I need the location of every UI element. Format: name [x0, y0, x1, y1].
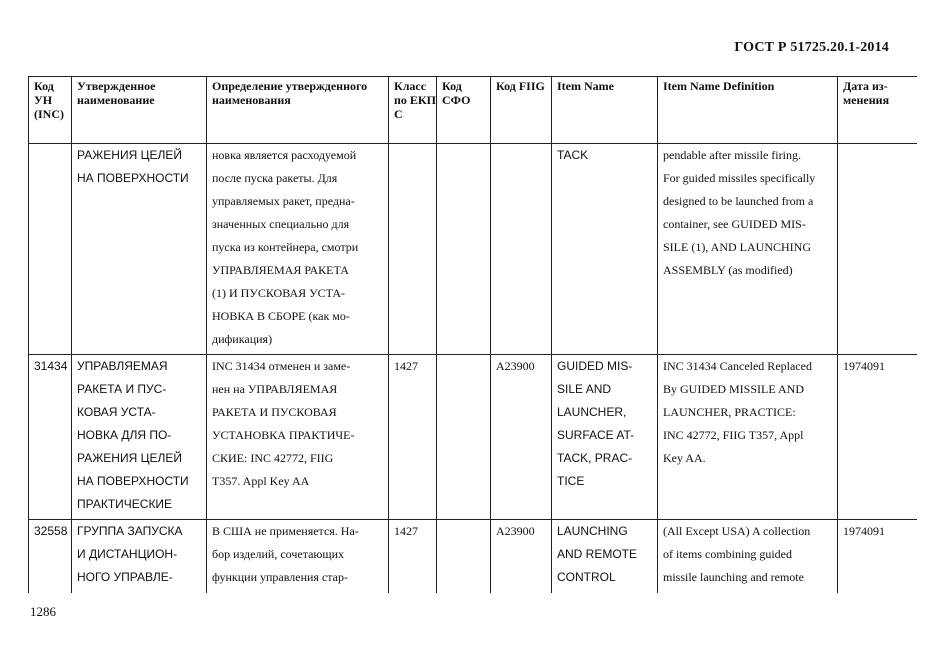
cell-line: of items combining guided	[663, 547, 792, 561]
header-line: (INC)	[34, 107, 64, 121]
header-approved-name	[72, 77, 207, 144]
cell-line: By GUIDED MISSILE AND	[663, 382, 804, 396]
cell-line: INC 31434 отменен и заме-	[212, 359, 351, 373]
cell-inc: 31434	[29, 355, 72, 520]
table-header	[29, 77, 918, 144]
cell-line: GUIDED MIS-	[557, 359, 633, 373]
cell-line: LAUNCHING	[557, 524, 628, 538]
cell-line: СКИЕ: INC 42772, FIIG	[212, 451, 334, 465]
header-line: менения	[843, 93, 890, 107]
cell-line: missile launching and remote	[663, 570, 804, 584]
header-line: Дата из-	[843, 79, 888, 93]
header-fiig	[491, 77, 552, 144]
cell-line: после пуска ракеты. Для	[212, 171, 338, 185]
header-line: Item Name Definition	[663, 79, 775, 93]
cell-line: SURFACE AT-	[557, 428, 635, 442]
cell-line: (1) И ПУСКОВАЯ УСТА-	[212, 286, 346, 300]
cell-sfo	[437, 144, 491, 355]
cell-line: ГРУППА ЗАПУСКА	[77, 524, 183, 538]
header-line: УН	[34, 93, 53, 107]
cell-line: (All Except USA) A collection	[663, 524, 811, 538]
cell-line: LAUNCHER,	[557, 405, 627, 419]
standard-number: ГОСТ Р 51725.20.1-2014	[734, 40, 889, 55]
cell-line: T357. Appl Key AA	[212, 474, 310, 488]
cell-item-name	[552, 144, 658, 355]
cell-line: нен на УПРАВЛЯЕМАЯ	[212, 382, 338, 396]
header-row	[29, 77, 918, 144]
header-sfo	[437, 77, 491, 144]
cell-line: пуска из контейнера, смотри	[212, 240, 359, 254]
cell-line: TICE	[557, 474, 585, 488]
cell-line: функции управления стар-	[212, 570, 348, 584]
cell-line: LAUNCHER, PRACTICE:	[663, 405, 796, 419]
cell-line: ASSEMBLY (as modified)	[663, 263, 793, 277]
page-number: 1286	[30, 604, 56, 619]
cell-line: CONTROL	[557, 570, 616, 584]
cell-line: управляемых ракет, предна-	[212, 194, 355, 208]
cell-line: TACK	[557, 148, 589, 162]
cell-line: НА ПОВЕРХНОСТИ	[77, 474, 189, 488]
cell-approved-name	[72, 520, 207, 594]
cell-fiig	[491, 144, 552, 355]
header-item-name	[552, 77, 658, 144]
cell-line: дификация)	[212, 332, 273, 346]
cell-line: И ДИСТАНЦИОН-	[77, 547, 178, 561]
cell-approved-name	[72, 144, 207, 355]
header-line: ЕКП	[409, 93, 436, 107]
cell-line: container, see GUIDED MIS-	[663, 217, 806, 231]
cell-line: pendable after missile firing.	[663, 148, 801, 162]
cell-line: НА ПОВЕРХНОСТИ	[77, 171, 189, 185]
header-item-definition	[658, 77, 838, 144]
header-line: СФО	[442, 93, 471, 107]
cell-line: УПРАВЛЯЕМАЯ	[77, 359, 168, 373]
cell-inc: 32558	[29, 520, 72, 594]
cell-line: designed to be launched from a	[663, 194, 814, 208]
catalog-table-container	[28, 76, 917, 593]
cell-line: значенных специально для	[212, 217, 350, 231]
cell-line: КОВАЯ УСТА-	[77, 405, 156, 419]
header-line: Item Name	[557, 79, 614, 93]
cell-definition	[207, 520, 389, 594]
cell-line: УПРАВЛЯЕМАЯ РАКЕТА	[212, 263, 349, 277]
cell-sfo	[437, 355, 491, 520]
header-line: Код	[496, 79, 516, 93]
cell-line: AND REMOTE	[557, 547, 638, 561]
cell-line: SILE (1), AND LAUNCHING	[663, 240, 811, 254]
cell-definition	[207, 144, 389, 355]
table-row	[29, 355, 918, 520]
cell-line: РАКЕТА И ПУС-	[77, 382, 167, 396]
cell-fiig: A23900	[491, 520, 552, 594]
cell-line: Key AA.	[663, 451, 706, 465]
header-line: наименования	[212, 93, 291, 107]
header-definition	[207, 77, 389, 144]
table-row	[29, 144, 918, 355]
header-date	[838, 77, 918, 144]
cell-class: 1427	[389, 355, 437, 520]
header-line: Код	[34, 79, 54, 93]
cell-date: 1974091	[838, 520, 918, 594]
cell-fiig: A23900	[491, 355, 552, 520]
cell-line: В США не применяется. На-	[212, 524, 359, 538]
cell-line: НОВКА ДЛЯ ПО-	[77, 428, 172, 442]
cell-item-name	[552, 520, 658, 594]
catalog-table	[28, 76, 917, 593]
cell-class: 1427	[389, 520, 437, 594]
cell-definition	[207, 355, 389, 520]
cell-item-definition	[658, 520, 838, 594]
cell-approved-name	[72, 355, 207, 520]
header-line: по	[394, 93, 407, 107]
cell-date: 1974091	[838, 355, 918, 520]
cell-line: INC 31434 Canceled Replaced	[663, 359, 812, 373]
cell-inc	[29, 144, 72, 355]
cell-sfo	[437, 520, 491, 594]
cell-class	[389, 144, 437, 355]
cell-line: РАКЕТА И ПУСКОВАЯ	[212, 405, 337, 419]
cell-line: INC 42772, FIIG T357, Appl	[663, 428, 804, 442]
cell-line: TACK, PRAC-	[557, 451, 633, 465]
header-line: Класс	[394, 79, 427, 93]
cell-line: ПРАКТИЧЕСКИЕ	[77, 497, 173, 511]
cell-line: РАЖЕНИЯ ЦЕЛЕЙ	[77, 451, 182, 465]
cell-line: РАЖЕНИЯ ЦЕЛЕЙ	[77, 148, 182, 162]
header-line: С	[394, 107, 403, 121]
header-inc	[29, 77, 72, 144]
header-line: утвержденного	[285, 79, 368, 93]
header-line: Определение	[212, 79, 283, 93]
cell-line: НОГО УПРАВЛЕ-	[77, 570, 173, 584]
cell-item-definition	[658, 355, 838, 520]
cell-line: SILE AND	[557, 382, 612, 396]
cell-line: УСТАНОВКА ПРАКТИЧЕ-	[212, 428, 355, 442]
header-line: Утвержденное	[77, 79, 156, 93]
table-body	[29, 144, 918, 594]
cell-line: НОВКА В СБОРЕ (как мо-	[212, 309, 350, 323]
header-line: наименование	[77, 93, 155, 107]
cell-line: бор изделий, сочетающих	[212, 547, 345, 561]
cell-date	[838, 144, 918, 355]
header-line: FIIG	[518, 79, 545, 93]
cell-line: For guided missiles specifically	[663, 171, 816, 185]
cell-line: новка является расходуемой	[212, 148, 357, 162]
table-row	[29, 520, 918, 594]
header-class	[389, 77, 437, 144]
cell-item-definition	[658, 144, 838, 355]
header-line: Код	[442, 79, 462, 93]
cell-item-name	[552, 355, 658, 520]
